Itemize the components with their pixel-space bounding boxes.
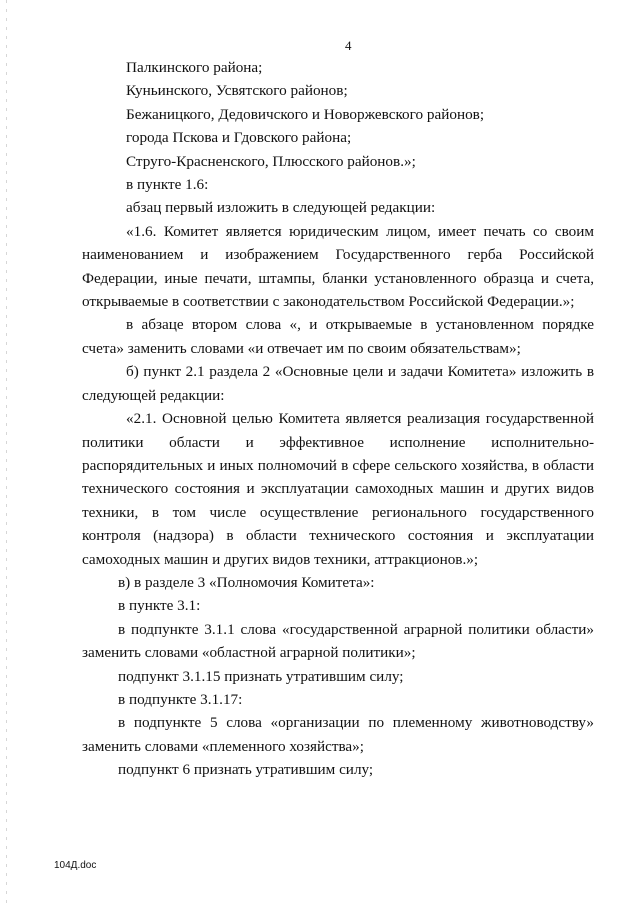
paragraph-sub-5: в подпункте 5 слова «организации по племенному животноводству» заменить словами «племенного хозяйства»; [82, 714, 594, 755]
paragraph-3-1: в пункте 3.1: [118, 597, 201, 615]
text-line: Струго-Красненского, Плюсского районов.»; [126, 152, 416, 170]
text-line: Палкинского района; [126, 59, 263, 76]
paragraph-2-1: «2.1. Основной целью Комитета является реализация государственной политики области и эффективное исполнение исполнительно-распорядительных и иных полномочий в сфере сельского хозяйства, в области технического состояния и эксплуатации самоходных машин и других видов техники, в том числе осуществление регионального государственного контроля (надзора) в области технического состояния и эксплуатации самоходных машин и других видов техники, аттракционов.»; [82, 410, 594, 568]
document-body [82, 56, 594, 782]
paragraph-1-6: «1.6. Комитет является юридическим лицом, имеет печать со своим наименованием и изображением Государственного герба Российской Федерации, иные печати, штампы, бланки установленного образца и счета, открываемые в соответствии с законодательством Российской Федерации.»; [82, 222, 594, 311]
paragraph-3-1-1: в подпункте 3.1.1 слова «государственной аграрной политики области» заменить словами «областной аграрной политики»; [82, 620, 594, 662]
paragraph-b: б) пункт 2.1 раздела 2 «Основные цели и задачи Комитета» изложить в следующей редакции: [82, 363, 594, 404]
paragraph-v: в) в разделе 3 «Полномочия Комитета»: [118, 573, 375, 591]
text-line: Бежаницкого, Дедовичского и Новоржевского районов; [126, 105, 485, 123]
text-line: абзац первый изложить в следующей редакции: [126, 199, 436, 217]
text-line: в пункте 1.6: [126, 176, 209, 194]
paragraph-sub-6: подпункт 6 признать утратившим силу; [118, 761, 374, 779]
footer-filename: 104Д.doc [54, 860, 97, 871]
paragraph-3-1-15: подпункт 3.1.15 признать утратившим силу; [118, 667, 404, 685]
paragraph-3-1-17: в подпункте 3.1.17: [118, 690, 243, 708]
scan-edge-artifact [6, 0, 7, 905]
paragraph-second-abzac: в абзаце втором слова «, и открываемые в установленном порядке счета» заменить словами «и отвечает им по своим обязательствам»; [82, 316, 594, 357]
page-number: 4 [345, 38, 352, 53]
text-line: Куньинского, Усвятского районов; [126, 82, 348, 100]
text-line: города Пскова и Гдовского района; [126, 129, 352, 147]
